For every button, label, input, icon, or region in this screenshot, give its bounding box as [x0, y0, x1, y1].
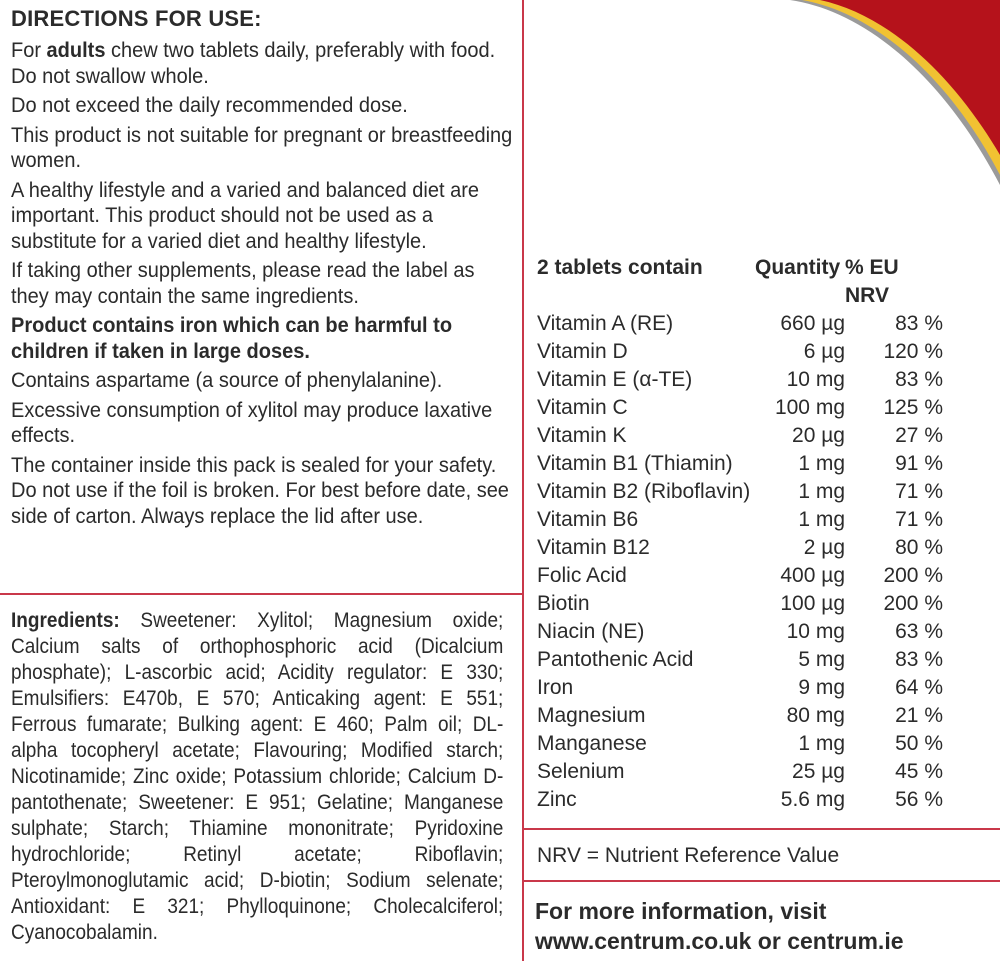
nutrient-name: Niacin (NE) [537, 620, 645, 643]
nutrient-name: Vitamin B6 [537, 508, 639, 531]
nutrient-quantity: 25 µg [792, 760, 845, 783]
nutrient-row [537, 646, 943, 674]
dose-lead: For [11, 38, 47, 62]
nutrition-header-row [537, 254, 943, 310]
iron-warning [11, 313, 513, 364]
nutrient-nrv: 83 % [895, 312, 943, 335]
nutrient-nrv: 125 % [883, 396, 943, 419]
nutrient-nrv: 200 % [883, 592, 943, 615]
nutrient-name: Biotin [537, 592, 590, 615]
nutrient-nrv: 83 % [895, 648, 943, 671]
header-nrv-line1: % EU [845, 256, 899, 279]
nutrient-nrv: 45 % [895, 760, 943, 783]
nutrient-row [537, 310, 943, 338]
nutrient-row [537, 422, 943, 450]
nutrient-row [537, 562, 943, 590]
nutrient-name: Magnesium [537, 704, 646, 727]
right-divider-upper [523, 828, 1000, 830]
dose-adults: adults [46, 38, 106, 62]
nutrient-quantity: 6 µg [803, 340, 845, 363]
nutrient-nrv: 56 % [895, 788, 943, 811]
dose-rest: chew two tablets daily, preferably with food. Do not swallow whole. [11, 38, 496, 88]
nutrient-row [537, 674, 943, 702]
nutrient-nrv: 71 % [895, 508, 943, 531]
nutrient-quantity: 9 mg [798, 676, 845, 699]
nutrient-name: Selenium [537, 760, 625, 783]
nutrient-name: Folic Acid [537, 564, 627, 587]
right-divider-lower [523, 880, 1000, 882]
header-nrv [845, 254, 943, 310]
nutrition-body [537, 310, 943, 814]
nutrient-name: Vitamin E (α-TE) [537, 368, 693, 391]
nutrient-quantity: 10 mg [786, 620, 845, 643]
nutrient-nrv: 27 % [895, 424, 943, 447]
header-nrv-line2: NRV [845, 284, 889, 307]
nutrient-name: Zinc [537, 788, 577, 811]
nutrient-row [537, 506, 943, 534]
nutrient-name: Vitamin B12 [537, 536, 650, 559]
directions-dose [11, 38, 513, 89]
nutrient-quantity: 1 mg [798, 480, 845, 503]
nutrient-nrv: 120 % [883, 340, 943, 363]
nutrient-quantity: 100 µg [780, 592, 845, 615]
ingredients-section [11, 608, 503, 946]
nutrient-row [537, 366, 943, 394]
nutrient-quantity: 5 mg [798, 648, 845, 671]
nutrient-row [537, 478, 943, 506]
nutrient-quantity: 20 µg [792, 424, 845, 447]
directions-supplements: If taking other supplements, please read the label as they may contain the same ingredients. [11, 258, 475, 308]
directions-lifestyle: A healthy lifestyle and a varied and balanced diet are important. This product should not be used as a substitute for a varied diet and healthy lifestyle. [11, 177, 479, 253]
nutrient-name: Vitamin B2 (Riboflavin) [537, 480, 751, 503]
directions-pregnant: This product is not suitable for pregnant or breastfeeding women. [11, 122, 513, 172]
nutrient-name: Vitamin D [537, 340, 628, 363]
left-horizontal-divider [0, 593, 523, 595]
nrv-note: NRV = Nutrient Reference Value [537, 844, 840, 867]
more-info-websites: www.centrum.co.uk or centrum.ie [535, 928, 904, 954]
nutrient-nrv: 71 % [895, 480, 943, 503]
nutrient-name: Vitamin A (RE) [537, 312, 674, 335]
vertical-divider [522, 0, 524, 961]
nutrient-row [537, 730, 943, 758]
aspartame-note: Contains aspartame (a source of phenylalanine). [11, 368, 443, 392]
directions-section [11, 6, 516, 533]
nutrient-quantity: 660 µg [780, 312, 845, 335]
directions-title: DIRECTIONS FOR USE: [11, 6, 262, 31]
nutrient-name: Manganese [537, 732, 647, 755]
nutrient-quantity: 10 mg [786, 368, 845, 391]
nutrient-nrv: 91 % [895, 452, 943, 475]
nutrient-nrv: 200 % [883, 564, 943, 587]
nutrient-quantity: 1 mg [798, 508, 845, 531]
nutrient-row [537, 338, 943, 366]
nutrient-name: Vitamin K [537, 424, 627, 447]
nutrient-name: Vitamin B1 (Thiamin) [537, 452, 733, 475]
more-info [535, 896, 904, 956]
nutrient-row [537, 786, 943, 814]
iron-warning-text: Product contains iron which can be harmful to children if taken in large doses. [11, 313, 453, 363]
nutrition-table [537, 254, 943, 814]
ingredients-text: Sweetener: Xylitol; Magnesium oxide; Calcium salts of orthophosphoric acid (Dicalcium phosphate); L-ascorbic acid; Acidity regulator: E 330; Emulsifiers: E470b, E 570; Anticaking agent: E 551; Ferrous fumarate; Bulking agent: E 460; Palm oil; DL-alpha tocopheryl acetate; Flavouring; Modified starch; Nicotinamide; Zinc oxide; Potassium chloride; Calcium D-pantothenate; Sweetener: E 951; Gelatine; Manganese sulphate; Starch; Thiamine mononitrate; Pyridoxine hydrochloride; Retinyl acetate; Riboflavin; Pteroylmonoglutamic acid; D-biotin; Sodium selenate; Antioxidant: E 321; Phylloquinone; Cholecalciferol; Cyanocobalamin. [11, 609, 504, 944]
nutrient-row [537, 618, 943, 646]
nutrient-row [537, 590, 943, 618]
nutrient-nrv: 83 % [895, 368, 943, 391]
ingredients-label: Ingredients: [11, 609, 120, 632]
nutrient-nrv: 63 % [895, 620, 943, 643]
xylitol-note: Excessive consumption of xylitol may produce laxative effects. [11, 397, 493, 447]
nutrient-quantity: 5.6 mg [780, 788, 845, 811]
nutrient-row [537, 758, 943, 786]
nutrient-quantity: 1 mg [798, 732, 845, 755]
nutrient-row [537, 534, 943, 562]
nutrient-name: Vitamin C [537, 396, 628, 419]
container-note: The container inside this pack is sealed for your safety. Do not use if the foil is broken. For best before date, see side of carton. Always replace the lid after use. [11, 452, 509, 528]
header-name: 2 tablets contain [537, 256, 703, 279]
nutrient-nrv: 80 % [895, 536, 943, 559]
nutrient-nrv: 21 % [895, 704, 943, 727]
header-quantity: Quantity [755, 256, 841, 279]
nutrient-row [537, 394, 943, 422]
nutrient-quantity: 80 mg [786, 704, 845, 727]
nutrient-quantity: 1 mg [798, 452, 845, 475]
nutrient-name: Iron [537, 676, 574, 699]
decorative-swoosh [750, 0, 1000, 190]
nutrient-quantity: 400 µg [780, 564, 845, 587]
nutrient-nrv: 50 % [895, 732, 943, 755]
directions-exceed: Do not exceed the daily recommended dose. [11, 93, 408, 117]
nutrient-row [537, 450, 943, 478]
nutrient-nrv: 64 % [895, 676, 943, 699]
nutrient-quantity: 2 µg [803, 536, 845, 559]
nutrient-row [537, 702, 943, 730]
more-info-line1: For more information, visit [535, 898, 827, 924]
nutrient-quantity: 100 mg [774, 396, 845, 419]
nutrient-name: Pantothenic Acid [537, 648, 694, 671]
